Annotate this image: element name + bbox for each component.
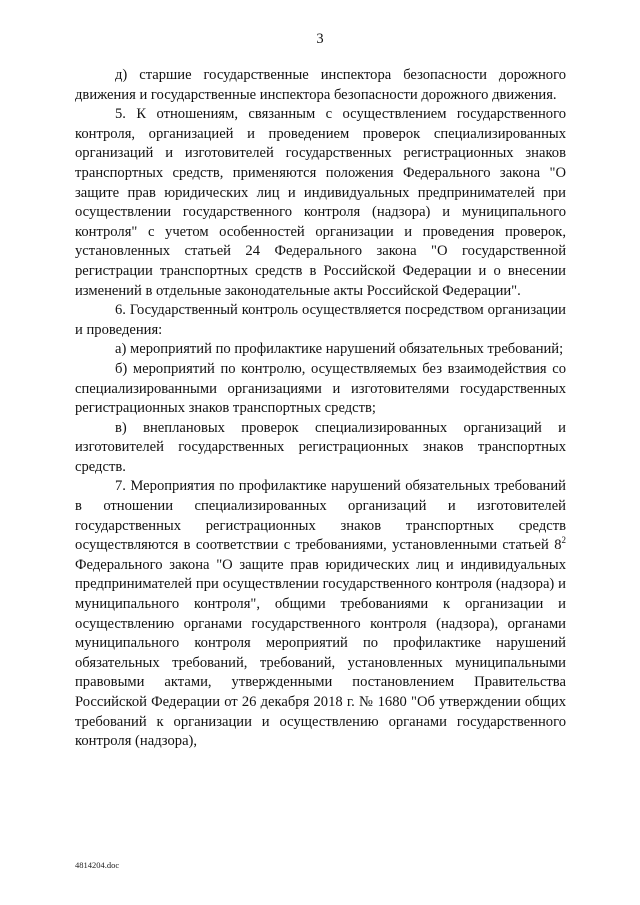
paragraph-7-text-start: 7. Мероприятия по профилактике нарушений обязательных требований в отношении специализированных организаций и изготовителей государственных регистрационных знаков транспортных средств осуществляются в соответствии с требованиями, установленными статьей 8 xyxy=(75,478,566,554)
paragraph-6v: в) внеплановых проверок специализированных организаций и изготовителей государственных регистрационных знаков транспортных средств. xyxy=(75,419,566,475)
paragraph-inspectors: д) старшие государственные инспектора безопасности дорожного движения и государственные инспектора безопасности дорожного движения. xyxy=(75,67,566,103)
document-body xyxy=(75,66,566,752)
paragraph-7 xyxy=(75,477,566,751)
paragraph-6a: а) мероприятий по профилактике нарушений обязательных требований; xyxy=(115,341,564,358)
page-number: 3 xyxy=(316,31,324,47)
document-file-id: 4814204.doc xyxy=(75,860,120,870)
paragraph-6: 6. Государственный контроль осуществляется посредством организации и проведения: xyxy=(75,302,566,338)
paragraph-6b: б) мероприятий по контролю, осуществляемых без взаимодействия со специализированными организациями и изготовителями государственных регистрационных знаков транспортных средств; xyxy=(75,360,566,417)
article-superscript: 2 xyxy=(561,535,566,546)
paragraph-7-text-end: Федерального закона "О защите прав юридических лиц и индивидуальных предпринимателей при осуществлении государственного контроля (надзора) и муниципального контроля", общими требованиями к организации и осуществлению органами государственного контроля (надзора), органами муниципального контроля мероприятий по профилактике нарушений обязательных требований, требований, установленных муниципальными правовыми актами, утвержденными постановлением Правительства Российской Федерации от 26 декабря 2018 г. № 1680 "Об утверждении общих требований к организации и осуществлению органами государственного контроля (надзора), xyxy=(75,556,566,750)
paragraph-5: 5. К отношениям, связанным с осуществлением государственного контроля, организацией и проведением проверок специализированных организаций и изготовителей государственных регистрационных знаков транспортных средств, применяются положения Федерального закона "О защите прав юридических лиц и индивидуальных предпринимателей при осуществлении государственного контроля (надзора) и муниципального контроля" с учетом особенностей организации и проведения проверок, установленных статьей 24 Федерального закона "О государственной регистрации транспортных средств в Российской Федерации и о внесении изменений в отдельные законодательные акты Российской Федерации". xyxy=(75,106,566,299)
